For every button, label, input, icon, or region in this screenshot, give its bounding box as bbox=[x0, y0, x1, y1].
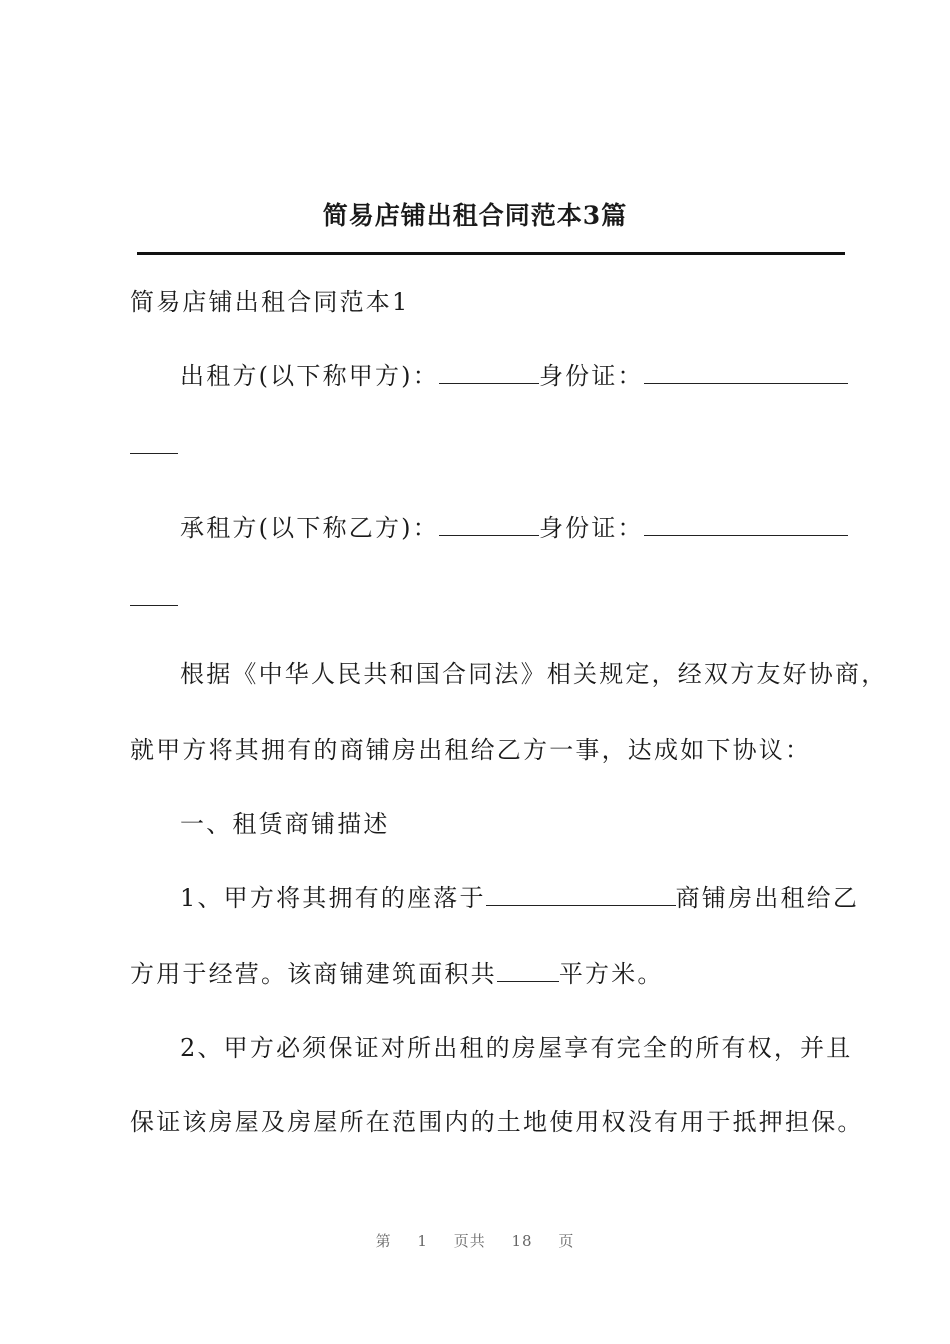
lessor-line bbox=[180, 356, 848, 391]
lessor-name-blank bbox=[439, 363, 539, 384]
lessee-line bbox=[180, 508, 848, 543]
page-footer bbox=[0, 1230, 950, 1251]
title-divider bbox=[137, 252, 845, 255]
document-title: 简易店铺出租合同范本3篇 bbox=[322, 201, 628, 230]
footer-page-number: 1 bbox=[417, 1232, 428, 1250]
clause1-text-d: 平方米。 bbox=[558, 960, 664, 988]
lessor-id-blank bbox=[644, 363, 848, 384]
clause1-line1 bbox=[180, 878, 859, 913]
lessee-id-blank-continued bbox=[130, 585, 178, 606]
lessee-id-blank bbox=[644, 515, 848, 536]
section1-heading: 一、租赁商铺描述 bbox=[180, 810, 390, 838]
intro-paragraph-line1: 根据《中华人民共和国合同法》相关规定，经双方友好协商， bbox=[180, 660, 888, 688]
footer-suffix: 页 bbox=[558, 1232, 575, 1250]
lessor-label: 出租方(以下称甲方)： bbox=[180, 362, 439, 390]
area-blank bbox=[497, 961, 559, 982]
clause1-text-c: 方用于经营。该商铺建筑面积共 bbox=[130, 960, 497, 988]
lessee-id-label: 身份证： bbox=[538, 514, 644, 542]
lessee-label: 承租方(以下称乙方)： bbox=[180, 514, 439, 542]
lessor-id-blank-continued bbox=[130, 433, 178, 454]
lessor-id-blank-cont bbox=[130, 432, 178, 460]
clause1-line2 bbox=[130, 954, 664, 989]
clause2-line1: 2、甲方必须保证对所出租的房屋享有完全的所有权，并且 bbox=[180, 1034, 853, 1062]
lessee-name-blank bbox=[439, 515, 539, 536]
lessee-id-blank-cont bbox=[130, 584, 178, 612]
clause1-text-a: 1、甲方将其拥有的座落于 bbox=[180, 884, 486, 912]
lessor-id-label: 身份证： bbox=[538, 362, 644, 390]
shop-location-blank bbox=[486, 885, 676, 906]
footer-prefix: 第 bbox=[375, 1232, 392, 1250]
footer-middle: 页共 bbox=[453, 1232, 486, 1250]
clause2-line2: 保证该房屋及房屋所在范围内的土地使用权没有用于抵押担保。 bbox=[130, 1108, 864, 1136]
footer-total-pages: 18 bbox=[511, 1232, 533, 1250]
intro-paragraph-line2: 就甲方将其拥有的商铺房出租给乙方一事，达成如下协议： bbox=[130, 736, 812, 764]
clause1-text-b: 商铺房出租给乙 bbox=[675, 884, 860, 912]
contract-subtitle: 简易店铺出租合同范本1 bbox=[130, 288, 410, 316]
